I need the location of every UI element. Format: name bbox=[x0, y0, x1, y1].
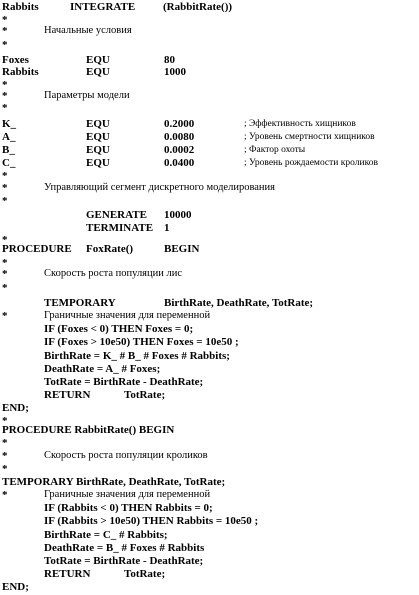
code-token: GENERATE bbox=[86, 209, 147, 221]
code-token: ; Уровень смертности хищников bbox=[244, 132, 375, 142]
code-token: TEMPORARY bbox=[44, 297, 116, 309]
code-token: * bbox=[2, 257, 8, 269]
code-token: * bbox=[2, 102, 8, 114]
code-token: BEGIN bbox=[164, 243, 200, 255]
code-token: * bbox=[2, 234, 8, 246]
code-token: * bbox=[2, 182, 8, 194]
code-token: RETURN bbox=[44, 389, 91, 401]
code-token: Граничные значения для переменной bbox=[44, 489, 211, 500]
code-token: TotRate; bbox=[124, 568, 166, 580]
code-token: A_ bbox=[2, 131, 16, 143]
code-token: * bbox=[2, 489, 8, 501]
code-token: IF (Rabbits > 10e50) THEN Rabbits = 10e50 ; bbox=[44, 515, 259, 527]
code-token: 10000 bbox=[164, 209, 192, 221]
code-token: Скорость роста популяции кроликов bbox=[44, 450, 208, 461]
code-token: EQU bbox=[86, 157, 110, 169]
code-token: TERMINATE bbox=[86, 222, 154, 234]
code-token: * bbox=[2, 415, 8, 427]
code-token: Rabbits bbox=[2, 66, 39, 78]
code-token: Граничные значения для переменной bbox=[44, 310, 211, 321]
code-token: DeathRate = B_ # Foxes # Rabbits bbox=[44, 542, 205, 554]
code-token: DeathRate = A_ # Foxes; bbox=[44, 363, 161, 375]
code-token: IF (Foxes > 10e50) THEN Foxes = 10e50 ; bbox=[44, 336, 239, 348]
code-token: ; Уровень рождаемости кроликов bbox=[244, 158, 378, 168]
code-token: BirthRate = K_ # B_ # Foxes # Rabbits; bbox=[44, 350, 230, 362]
code-token: EQU bbox=[86, 54, 110, 66]
code-token: 1 bbox=[164, 222, 170, 234]
code-token: END; bbox=[2, 581, 29, 593]
code-token: 80 bbox=[164, 54, 175, 66]
code-token: PROCEDURE RabbitRate() BEGIN bbox=[2, 424, 175, 436]
code-token: RETURN bbox=[44, 568, 91, 580]
code-token: * bbox=[2, 463, 8, 475]
code-token: Начальные условия bbox=[44, 25, 132, 36]
code-token: B_ bbox=[2, 144, 15, 156]
code-token: Rabbits bbox=[2, 1, 39, 13]
code-token: * bbox=[2, 14, 8, 26]
code-token: FoxRate() bbox=[86, 243, 134, 255]
code-token: Управляющий сегмент дискретного моделирования bbox=[44, 182, 275, 193]
code-token: Foxes bbox=[2, 54, 29, 66]
code-token: * bbox=[2, 450, 8, 462]
code-token: PROCEDURE bbox=[2, 243, 72, 255]
code-token: 0.0002 bbox=[164, 144, 195, 156]
code-token: BirthRate = C_ # Rabbits; bbox=[44, 529, 168, 541]
code-token: * bbox=[2, 437, 8, 449]
code-token: * bbox=[2, 310, 8, 322]
code-token: K_ bbox=[2, 118, 17, 130]
code-token: EQU bbox=[86, 118, 110, 130]
code-token: (RabbitRate()) bbox=[163, 1, 233, 13]
code-token: * bbox=[2, 79, 8, 91]
code-token: EQU bbox=[86, 131, 110, 143]
code-token: * bbox=[2, 39, 8, 51]
code-token: BirthRate, DeathRate, TotRate; bbox=[164, 297, 314, 309]
code-token: C_ bbox=[2, 157, 16, 169]
code-token: Скорость роста популяции лис bbox=[44, 268, 183, 279]
code-token: 1000 bbox=[164, 66, 186, 78]
code-token: * bbox=[2, 90, 8, 102]
code-token: EQU bbox=[86, 66, 110, 78]
code-token: 0.0080 bbox=[164, 131, 195, 143]
code-token: IF (Foxes < 0) THEN Foxes = 0; bbox=[44, 323, 194, 335]
code-token: 0.2000 bbox=[164, 118, 195, 130]
code-token: TotRate = BirthRate - DeathRate; bbox=[44, 376, 204, 388]
code-token: Параметры модели bbox=[44, 90, 130, 101]
code-token: 0.0400 bbox=[164, 157, 195, 169]
code-token: * bbox=[2, 282, 8, 294]
code-token: TotRate = BirthRate - DeathRate; bbox=[44, 555, 204, 567]
code-token: INTEGRATE bbox=[70, 1, 136, 13]
code-token: EQU bbox=[86, 144, 110, 156]
code-token: * bbox=[2, 268, 8, 280]
code-token: TEMPORARY BirthRate, DeathRate, TotRate; bbox=[2, 476, 226, 488]
code-token: * bbox=[2, 25, 8, 37]
code-token: END; bbox=[2, 402, 29, 414]
code-token: * bbox=[2, 170, 8, 182]
code-token: IF (Rabbits < 0) THEN Rabbits = 0; bbox=[44, 502, 213, 514]
code-token: ; Эффективность хищников bbox=[244, 119, 356, 129]
code-token: TotRate; bbox=[124, 389, 166, 401]
code-token: * bbox=[2, 195, 8, 207]
code-token: ; Фактор охоты bbox=[244, 145, 306, 155]
